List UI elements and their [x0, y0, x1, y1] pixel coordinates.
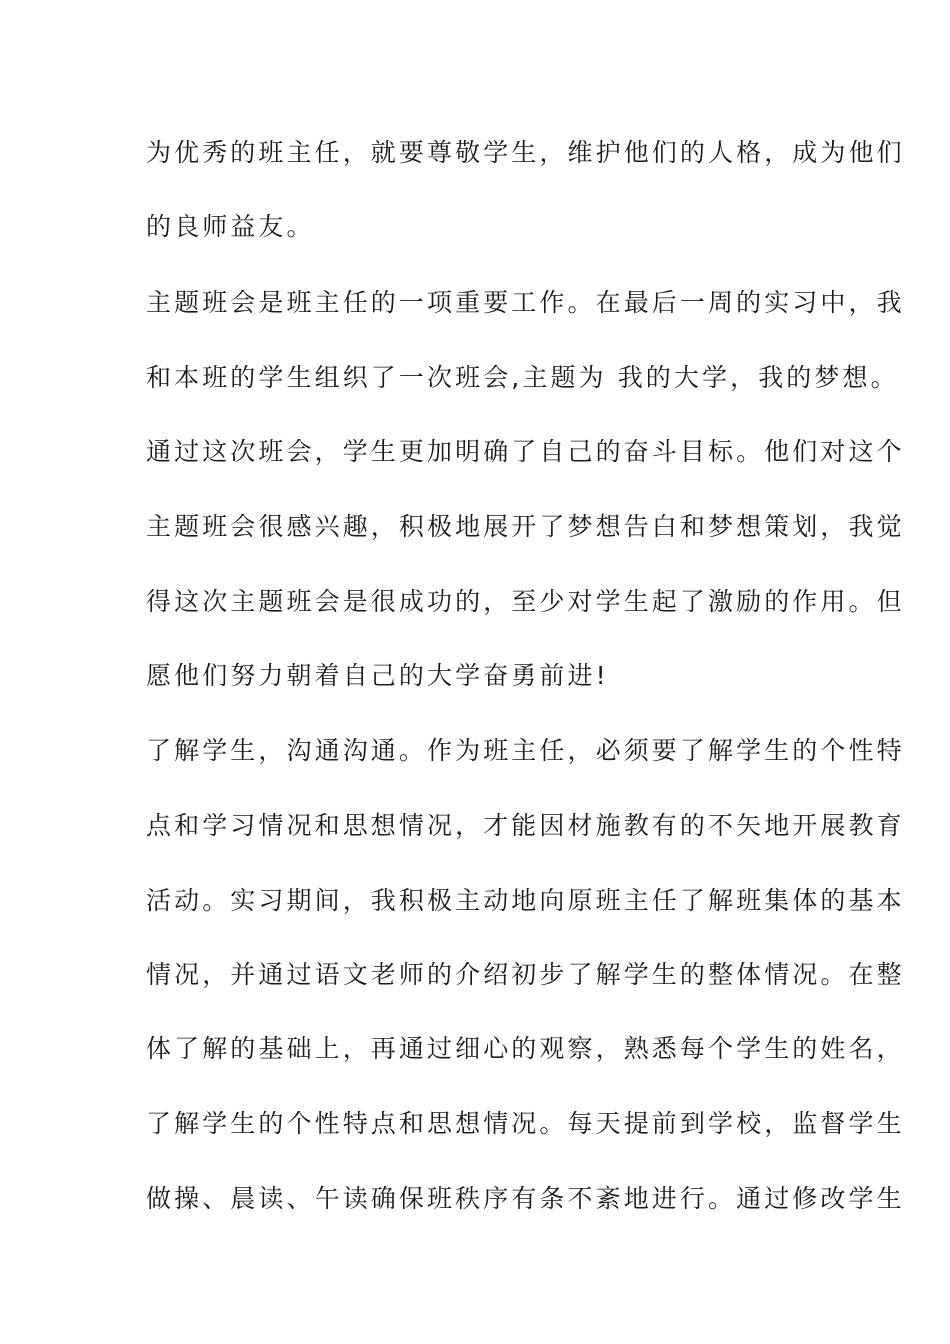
text-line: 得这次主题班会是很成功的，至少对学生起了激励的作用。但 — [146, 587, 905, 616]
text-line: 的良师益友。 — [146, 212, 315, 241]
text-line: 了解学生的个性特点和思想情况。每天提前到学校，监督学生 — [146, 1109, 905, 1138]
text-line: 主题班会很感兴趣，积极地展开了梦想告白和梦想策划，我觉 — [146, 512, 905, 541]
text-line: 了解学生，沟通沟通。作为班主任，必须要了解学生的个性特 — [146, 736, 905, 765]
text-line: 为优秀的班主任，就要尊敬学生，维护他们的人格，成为他们 — [146, 138, 905, 167]
text-line: 和本班的学生组织了一次班会,主题为 我的大学，我的梦想。 — [146, 363, 899, 392]
text-line: 愿他们努力朝着自己的大学奋勇前进! — [146, 661, 609, 690]
text-line: 通过这次班会，学生更加明确了自己的奋斗目标。他们对这个 — [146, 437, 905, 466]
text-line: 体了解的基础上，再通过细心的观察，熟悉每个学生的姓名， — [146, 1034, 905, 1063]
text-line: 点和学习情况和思想情况，才能因材施教有的不矢地开展教育 — [146, 811, 905, 840]
text-line: 做操、晨读、午读确保班秩序有条不紊地进行。通过修改学生 — [146, 1184, 905, 1213]
text-line: 情况，并通过语文老师的介绍初步了解学生的整体情况。在整 — [146, 960, 905, 989]
text-line: 活动。实习期间，我积极主动地向原班主任了解班集体的基本 — [146, 886, 905, 915]
text-line: 主题班会是班主任的一项重要工作。在最后一周的实习中，我 — [146, 288, 905, 317]
